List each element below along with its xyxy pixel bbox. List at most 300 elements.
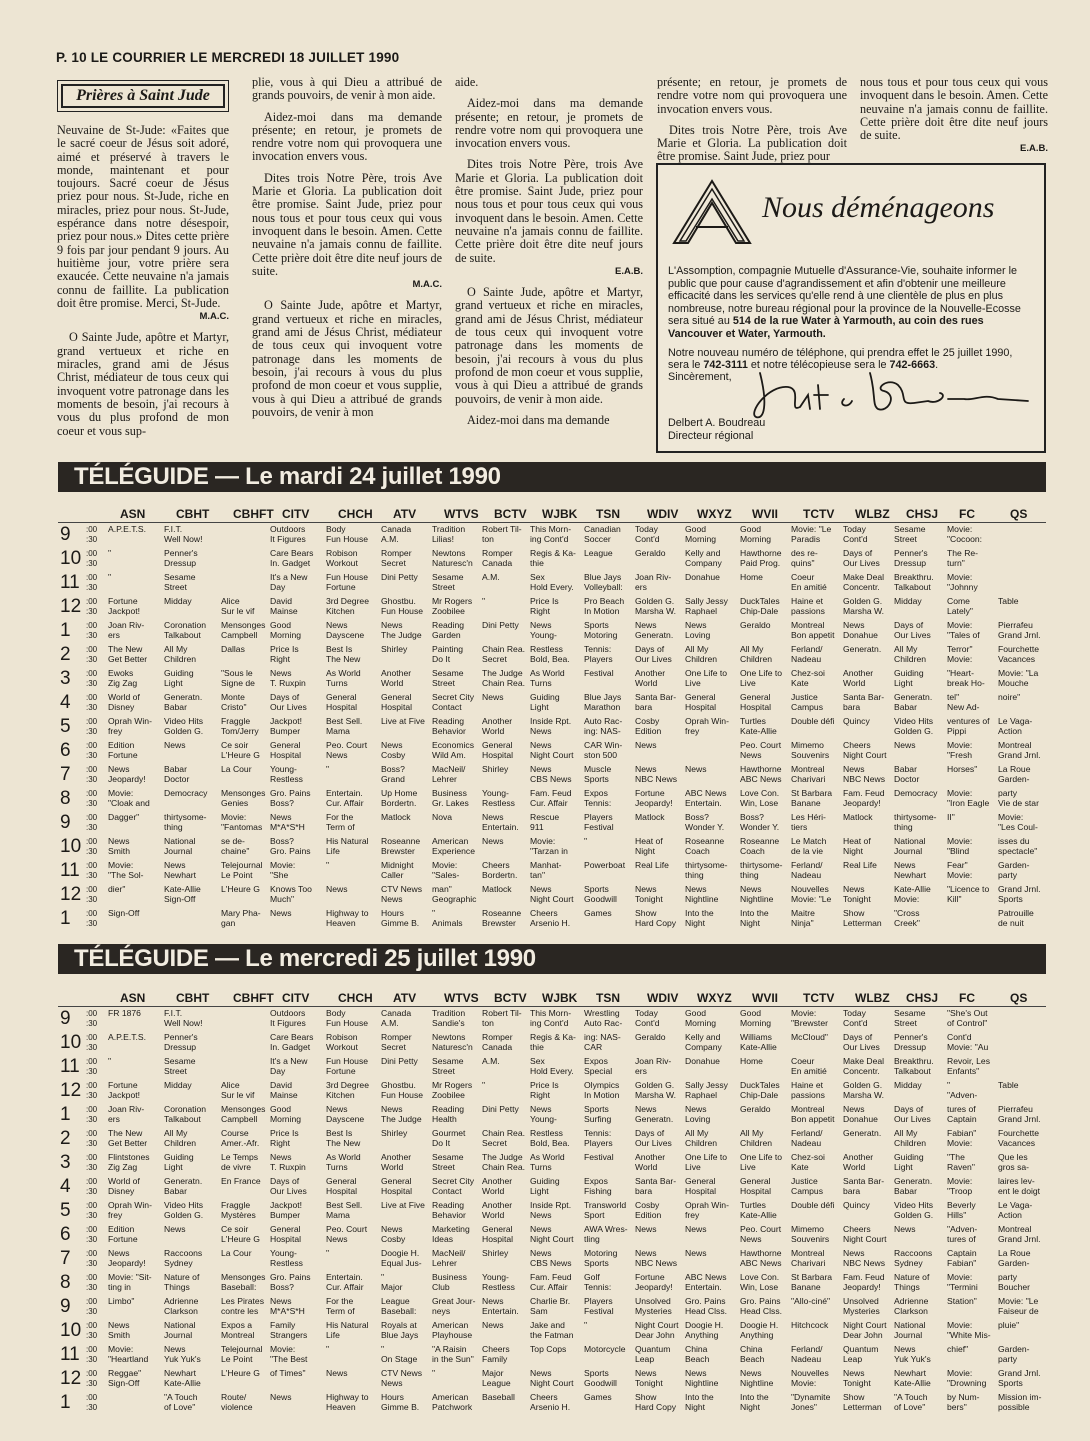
col5-para-1: nous tous et pour tous ceux qui vous invoquent dans le besoin. Amen. Cette neuvaine n'a jamais connu de faillite. Cette prière doit être dite neuf jours de suite.	[860, 75, 1048, 143]
program-cell: Cheers Night Court	[843, 1224, 887, 1244]
program-cell: News CBS News	[530, 1248, 572, 1268]
program-cell: Beverly Hills"	[947, 1200, 976, 1220]
program-cell: Games	[584, 908, 612, 918]
ad-fax: 742-6663	[889, 359, 936, 372]
program-cell: Heat of Night	[635, 836, 663, 856]
time-slot-row	[58, 811, 1046, 835]
channel-label: CBHFT	[233, 507, 274, 521]
minute-labels: :00 :30	[86, 717, 98, 736]
program-cell: Ferland/ Nadeau	[791, 1128, 823, 1148]
program-cell: Marketing Ideas	[432, 1224, 470, 1244]
program-cell: Fortune Jeopardy!	[635, 1272, 673, 1292]
program-cell: General Hospital	[270, 740, 302, 760]
program-cell: Days of Our Lives	[843, 1032, 880, 1052]
time-slot-row	[58, 547, 1046, 571]
program-cell: News Tonight	[635, 1368, 663, 1388]
program-cell: Geraldo	[635, 1032, 666, 1042]
program-cell: Home	[740, 572, 763, 582]
program-cell: Patrouille de nuit	[998, 908, 1034, 928]
hour-label: 7	[60, 1248, 71, 1269]
program-cell: Home	[740, 1056, 763, 1066]
minute-labels: :00 :30	[86, 1033, 98, 1052]
program-cell: Price Is Right	[270, 1128, 299, 1148]
program-cell: American Playhouse	[432, 1320, 473, 1340]
program-cell: se de- chaine"	[221, 836, 250, 856]
time-slot-row	[58, 691, 1046, 715]
program-cell: Boss? Gro. Pains	[270, 836, 311, 856]
col2-para-4: O Sainte Jude, apôtre et Martyr, grand vertueux et riche en miracles, grand ami de Jésus Christ, médiateur de tous ceux qui invoquent votre patronage dans les moments de besoin, j'ai recours à vous du plus profond de mon coeur et vous supplie, vous à qui Dieu a attribué de grands pouvoirs, de venir à mon	[252, 298, 442, 419]
ad-closing: Sincèrement,	[668, 371, 732, 383]
program-cell: A.M.	[482, 1056, 500, 1066]
program-cell: man" Geographic	[432, 884, 477, 904]
program-cell: Top Cops	[530, 1344, 567, 1354]
minute-labels: :00 :30	[86, 645, 98, 664]
channel-label: CITV	[282, 991, 310, 1005]
ad-phone: 742-3111	[703, 359, 748, 372]
program-cell: Monte Cristo"	[221, 692, 247, 712]
program-cell: Edition Fortune	[108, 1224, 138, 1244]
tv-guide-grid-1	[58, 505, 1046, 931]
program-cell: One Life to Live	[740, 1152, 783, 1172]
hour-label: 5	[60, 1200, 71, 1221]
channel-label: WLBZ	[855, 507, 890, 521]
program-cell: Flintstones Zig Zag	[108, 1152, 150, 1172]
program-cell: Joan Riv- ers	[108, 620, 145, 640]
program-cell: National Journal	[164, 836, 196, 856]
program-cell: All My Children	[894, 1128, 927, 1148]
hour-label: 11	[60, 572, 80, 593]
program-cell: Expos Fishing	[584, 1176, 612, 1196]
program-cell: Movie: "Brewster	[791, 1008, 828, 1028]
hour-label: 4	[60, 692, 71, 713]
program-cell: Young- Restless	[482, 1272, 515, 1292]
program-cell: Cheers Night Court	[843, 740, 887, 760]
program-cell: "Cross Creek"	[894, 908, 920, 928]
program-cell: American Experience	[432, 836, 475, 856]
program-cell: General Hospital	[326, 692, 358, 712]
minute-labels: :00 :30	[86, 741, 98, 760]
program-cell: News Newhart	[164, 860, 196, 880]
program-cell: Shirley	[381, 644, 408, 654]
program-cell: Sesame Street	[164, 1056, 196, 1076]
time-slot-row	[58, 1223, 1046, 1247]
program-cell: News Yuk Yuk's	[164, 1344, 201, 1364]
program-cell: Reading Behavior	[432, 716, 466, 736]
program-cell: Rescue 911	[530, 812, 560, 832]
program-cell: Players Festival	[584, 812, 614, 832]
program-cell: Breakthru. Talkabout	[894, 1056, 934, 1076]
program-cell: Coeur En amitié	[791, 1056, 827, 1076]
program-cell: Another World	[635, 668, 666, 688]
program-cell: Raccoons Sydney	[894, 1248, 933, 1268]
program-cell: Midday	[164, 1080, 192, 1090]
program-cell: Video Hits Golden G.	[894, 1200, 934, 1220]
channel-label: CBHT	[176, 507, 210, 521]
program-cell: Joan Riv- ers	[635, 572, 672, 592]
program-cell: ABC News Entertain.	[685, 788, 727, 808]
program-cell: Haine et passions	[791, 596, 825, 616]
channel-label: ASN	[120, 507, 146, 521]
program-cell: News	[482, 1320, 504, 1330]
program-cell: Sex Hold Every.	[530, 572, 574, 592]
time-slot-row	[58, 883, 1046, 907]
program-cell: "Licence to Kill"	[947, 884, 990, 904]
program-cell: Best Sell. Mama	[326, 716, 363, 736]
channel-label: TSN	[596, 507, 620, 521]
program-cell: One Life to Live	[685, 668, 728, 688]
page-header: P. 10 LE COURRIER LE MERCREDI 18 JUILLET 1990	[56, 50, 400, 65]
program-cell: It's a New Day	[270, 572, 308, 592]
program-cell: pluie"	[998, 1320, 1020, 1330]
program-cell: News CBS News	[530, 764, 572, 784]
program-cell: "	[108, 572, 112, 582]
program-cell: Games	[584, 1392, 612, 1402]
program-cell: As World Turns	[530, 1152, 565, 1172]
time-slot-row	[58, 1319, 1046, 1343]
program-cell: Price Is Right	[530, 596, 559, 616]
program-cell: "Heart- break Ho-	[947, 668, 985, 688]
program-cell: Sally Jessy Raphael	[685, 1080, 728, 1100]
program-cell: Le Vaga- Action	[998, 1200, 1033, 1220]
program-cell: Secret City Contact	[432, 1176, 475, 1196]
minute-labels: :00 :30	[86, 1225, 98, 1244]
program-cell: Another World	[381, 668, 412, 688]
program-cell: tel" New Ad-	[947, 692, 980, 712]
program-cell: National Journal	[894, 836, 926, 856]
program-cell: Good Morning	[685, 1008, 717, 1028]
program-cell: This Morn- ing Cont'd	[530, 524, 572, 544]
program-cell: Ce soir L'Heure G	[221, 740, 260, 760]
program-cell: A.M.	[482, 572, 500, 582]
program-cell: Live at Five	[381, 1200, 425, 1210]
program-cell	[221, 548, 274, 570]
program-cell: Outdoors It Figures	[270, 1008, 306, 1028]
program-cell: Love Con. Win, Lose	[740, 1272, 780, 1292]
program-cell: Adrienne Clarkson	[164, 1296, 199, 1316]
prayer-title: Prières à Saint Jude	[61, 84, 225, 108]
program-cell: Democracy	[164, 788, 208, 798]
program-cell: Dallas	[221, 644, 245, 654]
program-cell: Sesame Street	[432, 1152, 464, 1172]
time-slot-row	[58, 643, 1046, 667]
program-cell: Movie: "Fresh	[947, 740, 973, 760]
program-cell: Shirley	[482, 1248, 509, 1258]
program-cell: Robert Til- ton	[482, 1008, 522, 1028]
program-cell: Inside Rpt. News	[530, 716, 572, 736]
program-cell: La Cour	[221, 1248, 252, 1258]
program-cell: News	[685, 1248, 707, 1258]
program-cell: thirtysome- thing	[164, 812, 207, 832]
program-cell: Montreal Charivari	[791, 764, 826, 784]
program-cell: General Hospital	[326, 1176, 358, 1196]
program-cell: Sesame Street	[894, 1008, 926, 1028]
minute-labels: :00 :30	[86, 1057, 98, 1076]
minute-labels: :00 :30	[86, 549, 98, 568]
ad-body	[668, 265, 1036, 378]
program-cell: "	[326, 764, 330, 774]
program-cell: Transworld Sport	[584, 1200, 627, 1220]
column-3	[455, 76, 643, 435]
program-cell: Les Héri- tiers	[791, 812, 826, 832]
hour-label: 7	[60, 764, 71, 785]
program-cell: Robert Til- ton	[482, 524, 522, 544]
program-cell: Oprah Win- frey	[685, 1200, 729, 1220]
program-cell: Boss? Wonder Y.	[685, 812, 725, 832]
program-cell: Midday	[164, 596, 192, 606]
program-cell: News	[685, 764, 707, 774]
program-cell: Sesame Street	[894, 524, 926, 544]
channel-label: QS	[1010, 991, 1028, 1005]
program-cell: Nature of Things	[894, 1272, 930, 1292]
program-cell: Body Fun House	[326, 524, 369, 544]
program-cell: "A Touch of Love"	[894, 1392, 928, 1412]
program-cell: Double défi	[791, 716, 835, 726]
program-cell: Peo. Court News	[326, 1224, 368, 1244]
program-cell: Unsolved Mysteries	[635, 1296, 672, 1316]
minute-labels: :00 :30	[86, 1105, 98, 1124]
program-cell: Romper Secret	[381, 548, 412, 568]
program-cell: Movie: "White Mis-	[947, 1320, 991, 1340]
program-cell: His Natural Life	[326, 1320, 369, 1340]
program-cell: News Donahue	[843, 620, 878, 640]
hour-label: 3	[60, 668, 71, 689]
hour-label: 6	[60, 740, 71, 761]
program-cell: Into the Night	[685, 1392, 714, 1412]
program-cell: Movie: "Sit- ting in	[108, 1272, 152, 1292]
hour-label: 6	[60, 1224, 71, 1245]
program-cell	[998, 1008, 1051, 1030]
channel-label: ATV	[393, 991, 417, 1005]
program-cell: Breakthru. Talkabout	[894, 572, 934, 592]
program-cell: Quincy	[843, 716, 870, 726]
program-cell: Penner's Dressup	[894, 1032, 928, 1052]
program-cell: News Nightline	[685, 884, 719, 904]
program-cell: Haine et passions	[791, 1080, 825, 1100]
program-cell: News Cosby	[381, 740, 406, 760]
hour-label: 10	[60, 548, 82, 569]
program-cell: Hours Gimme B.	[381, 1392, 420, 1412]
assomption-logo-icon	[672, 179, 752, 245]
program-cell: Another World	[843, 1152, 874, 1172]
program-cell: Joan Riv- ers	[635, 1056, 672, 1076]
program-cell: Knows Too Much"	[270, 884, 312, 904]
program-cell: Route/ violence	[221, 1392, 253, 1412]
program-cell: Reading Behavior	[432, 1200, 466, 1220]
time-slot-row	[58, 1247, 1046, 1271]
program-cell: David Mainse	[270, 1080, 298, 1100]
program-cell: Young- Restless	[270, 764, 303, 784]
program-cell: Up Home Bordertn.	[381, 788, 418, 808]
program-cell	[221, 1056, 274, 1078]
time-slot-row	[58, 1103, 1046, 1127]
program-cell: Sesame Street	[432, 572, 464, 592]
program-cell: News Cosby	[381, 1224, 406, 1244]
program-cell: Maitre Ninja"	[791, 908, 815, 928]
program-cell: Players Festival	[584, 1296, 614, 1316]
program-cell: Donahue	[685, 572, 720, 582]
program-cell: Major League	[482, 1368, 511, 1388]
program-cell: Nouvelles Movie: "Le	[791, 884, 832, 904]
program-cell: thirtysome- thing	[894, 812, 937, 832]
program-cell: American Patchwork	[432, 1392, 473, 1412]
hour-label: 3	[60, 1152, 71, 1173]
program-cell: Jackpot! Bumper	[270, 1200, 303, 1220]
minute-labels: :00 :30	[86, 1273, 98, 1292]
program-cell: Sports Goodwill	[584, 884, 617, 904]
minute-labels: :00 :30	[86, 765, 98, 784]
program-cell	[947, 908, 1000, 930]
program-cell: David Mainse	[270, 596, 298, 616]
program-cell: News	[270, 908, 292, 918]
program-cell: Mission im- possible	[998, 1392, 1042, 1412]
program-cell: Matlock	[482, 884, 512, 894]
program-cell: China Beach	[685, 1344, 710, 1364]
program-cell: Roseanne Coach	[740, 836, 780, 856]
program-cell: Into the Night	[685, 908, 714, 928]
time-slot-row	[58, 1271, 1046, 1295]
program-cell: Charlie Br. Sam	[530, 1296, 571, 1316]
program-cell: Movie: "Drowning	[947, 1368, 987, 1388]
channel-label: BCTV	[494, 991, 527, 1005]
program-cell: Turtles Kate-Allie	[740, 1200, 777, 1220]
program-cell	[164, 908, 217, 930]
program-cell: The New Get Better	[108, 1128, 148, 1148]
program-cell: party Vie de star	[998, 788, 1039, 808]
program-cell: Boss? Grand	[381, 764, 405, 784]
program-cell: Pro Beach In Motion	[584, 596, 625, 616]
minute-labels: :00 :30	[86, 1249, 98, 1268]
program-cell: All My Children	[740, 644, 773, 664]
program-cell: Regis & Ka- thie	[530, 1032, 576, 1052]
program-cell: News NBC News	[843, 1248, 886, 1268]
program-cell: II"	[947, 812, 955, 822]
program-cell: "	[108, 1056, 112, 1066]
program-cell: " Major	[381, 1272, 403, 1292]
program-cell: Tradition Sandie's	[432, 1008, 466, 1028]
program-cell: thirtysome- thing	[685, 860, 728, 880]
program-cell: Mimemo Souvenirs	[791, 1224, 830, 1244]
channel-label: TSN	[596, 991, 620, 1005]
program-cell: Mr Rogers Zoobilee	[432, 1080, 473, 1100]
program-cell: "	[326, 1248, 330, 1258]
program-cell: Station"	[947, 1296, 977, 1306]
program-cell: Montreal Grand Jrnl.	[998, 1224, 1041, 1244]
program-cell: Shirley	[482, 764, 509, 774]
program-cell: MacNeil/ Lehrer	[432, 1248, 466, 1268]
program-cell: " "Adven-	[947, 1080, 978, 1100]
col2-para-3: Dites trois Notre Père, trois Ave Marie et Gloria. La publication doit être promise. Saint Jude, priez pour nous tous et pour tous ceux qui vous invoquent dans le besoin. Amen. Cette neuvaine n'a jamais connu de faillite. Cette prière doit être dite neuf jours de suite.	[252, 170, 442, 278]
channel-label: WVII	[752, 991, 778, 1005]
col1-signature: M.A.C.	[199, 311, 229, 323]
channel-label: WLBZ	[855, 991, 890, 1005]
program-cell: Royals at Blue Jays	[381, 1320, 419, 1340]
program-cell: Mensonges Campbell	[221, 620, 266, 640]
program-cell: Today Cont'd	[635, 1008, 660, 1028]
channel-label: WTVS	[444, 507, 479, 521]
program-cell: Video Hits Golden G.	[164, 716, 204, 736]
program-cell: News Night Court	[530, 740, 574, 760]
program-cell: As World Turns	[326, 668, 361, 688]
program-cell: News Jeopardy!	[108, 1248, 146, 1268]
program-cell: CTV News News	[381, 1368, 423, 1388]
channel-label: FC	[959, 507, 975, 521]
channel-label: ASN	[120, 991, 146, 1005]
program-cell: News	[685, 1224, 707, 1234]
program-cell: Robison Workout	[326, 548, 358, 568]
program-cell: Le Temps de vivre	[221, 1152, 259, 1172]
hour-label: 8	[60, 1272, 71, 1293]
program-cell	[998, 524, 1051, 546]
hour-label: 10	[60, 836, 82, 857]
hour-label: 12	[60, 596, 82, 617]
program-cell: "	[432, 1368, 436, 1378]
program-cell: Geraldo	[740, 1104, 771, 1114]
program-cell: St Barbara Banane	[791, 788, 833, 808]
program-cell: News Young-	[530, 620, 557, 640]
channel-label: TCTV	[803, 507, 835, 521]
time-slot-row	[58, 523, 1046, 547]
program-cell: One Life to Live	[740, 668, 783, 688]
hour-label: 10	[60, 1032, 82, 1053]
program-cell: News Smith	[108, 836, 130, 856]
ad-para-2b: et notre télécopieuse sera le	[747, 359, 890, 372]
program-cell: Fourchette Vacances	[998, 644, 1040, 664]
program-cell: Good Morning	[270, 1104, 302, 1124]
program-cell: FR 1876	[108, 1008, 141, 1018]
ad-name: Delbert A. Boudreau	[668, 417, 766, 429]
program-cell: Horses"	[947, 764, 978, 774]
minute-labels: :00 :30	[86, 573, 98, 592]
tv-guide-banner-2: TÉLÉGUIDE — Le mercredi 25 juillet 1990	[58, 944, 1046, 974]
program-cell	[998, 572, 1051, 594]
program-cell: Gro. Pains Boss?	[270, 1272, 311, 1292]
program-cell: Robison Workout	[326, 1032, 358, 1052]
program-cell: Another World	[482, 1176, 513, 1196]
program-cell: ABC News Entertain.	[685, 1272, 727, 1292]
program-cell: MacNeil/ Lehrer	[432, 764, 466, 784]
program-cell: News	[635, 1224, 657, 1234]
program-cell: Cheers Family	[482, 1344, 510, 1364]
program-cell: Quincy	[843, 1200, 870, 1210]
hour-label: 12	[60, 1080, 82, 1101]
program-cell: Golden G. Marsha W.	[843, 596, 885, 616]
program-cell: Pierrafeu Grand Jrnl.	[998, 620, 1041, 640]
program-cell: "	[326, 1344, 330, 1354]
program-cell: General Hospital	[740, 1176, 772, 1196]
program-cell: Guiding Light	[164, 1152, 194, 1172]
program-cell: Come Lately"	[947, 596, 973, 616]
program-cell: Sesame Street	[432, 668, 464, 688]
program-cell: News Loving	[685, 620, 711, 640]
hour-label: 9	[60, 524, 71, 545]
program-cell: of Times"	[270, 1368, 306, 1378]
program-cell: Fam. Feud Cur. Affair	[530, 788, 572, 808]
program-cell: Sex Hold Every.	[530, 1056, 574, 1076]
program-cell: Ewoks Zig Zag	[108, 668, 138, 688]
program-cell: General Hospital	[685, 1176, 717, 1196]
program-cell: News	[635, 740, 657, 750]
program-cell: Justice Campus	[791, 1176, 823, 1196]
program-cell: Raccoons Sydney	[164, 1248, 203, 1268]
program-cell: The New Get Better	[108, 644, 148, 664]
program-cell: Fun House Fortune	[326, 1056, 369, 1076]
program-cell: News	[894, 1224, 916, 1234]
program-cell: Table	[998, 596, 1019, 606]
program-cell: Guiding Light	[164, 668, 194, 688]
program-cell: Williams Kate-Allie	[740, 1032, 777, 1052]
time-slot-row	[58, 619, 1046, 643]
program-cell: General Hospital	[482, 740, 514, 760]
